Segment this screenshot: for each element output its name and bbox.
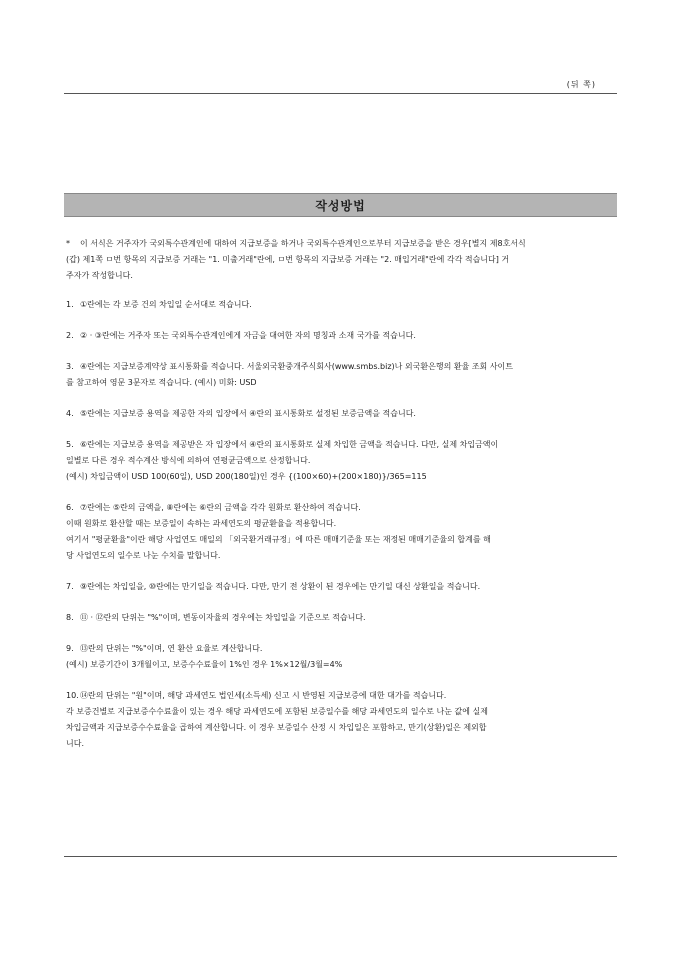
instruction-number: 2. bbox=[66, 331, 74, 340]
instruction-line: 당 사업연도의 일수로 나눈 수치를 말합니다. bbox=[66, 551, 221, 560]
instruction-item bbox=[66, 328, 614, 344]
instruction-number: 9. bbox=[66, 644, 74, 653]
instruction-line: 일별로 다른 경우 적수계산 방식에 의하여 연평균금액으로 산정합니다. bbox=[66, 456, 311, 465]
back-page-label: (뒤 쪽) bbox=[566, 80, 596, 89]
instruction-list bbox=[66, 297, 614, 752]
intro-marker: * bbox=[66, 239, 70, 248]
instruction-number: 8. bbox=[66, 613, 74, 622]
instruction-item bbox=[66, 688, 614, 752]
instruction-number: 5. bbox=[66, 440, 74, 449]
instruction-line: ⑦란에는 ⑤란의 금액을, ⑧란에는 ⑥란의 금액을 각각 원화로 환산하여 적습니다. bbox=[80, 503, 361, 512]
instruction-line: (예시) 차입금액이 USD 100(60일), USD 200(180일)인 경우 {(100×60)+(200×180)}/365=115 bbox=[66, 472, 427, 481]
instruction-number: 7. bbox=[66, 582, 74, 591]
section-heading bbox=[64, 193, 617, 217]
instruction-line: 여기서 "평균환율"이란 해당 사업연도 매일의 「외국환거래규정」에 따른 매매기준율 또는 재정된 매매기준율의 합계를 해 bbox=[66, 535, 491, 544]
instruction-number: 6. bbox=[66, 503, 74, 512]
instruction-number: 4. bbox=[66, 409, 74, 418]
instruction-line: 각 보증건별로 지급보증수수료율이 있는 경우 해당 과세연도에 포함된 보증일수를 해당 과세연도의 일수로 나눈 값에 실제 bbox=[66, 707, 488, 716]
instruction-line: 차입금액과 지급보증수수료율을 곱하여 계산합니다. 이 경우 보증일수 산정 시 차입일은 포함하고, 만기(상환)일은 제외합 bbox=[66, 723, 487, 732]
intro-line: 이 서식은 거주자가 국외특수관계인에 대하여 지급보증을 하거나 국외특수관계인으로부터 지급보증을 받은 경우[별지 제8호서식 bbox=[80, 239, 526, 248]
instruction-line: ④란에는 지급보증계약상 표시통화를 적습니다. 서울외국환중개주식회사(www.smbs.biz)나 외국환은행의 환율 조회 사이트 bbox=[80, 362, 514, 371]
instruction-item bbox=[66, 437, 614, 485]
instruction-item bbox=[66, 579, 614, 595]
instruction-number: 3. bbox=[66, 362, 74, 371]
instruction-item bbox=[66, 610, 614, 626]
instruction-line: ⑭란의 단위는 "원"이며, 해당 과세연도 법인세(소득세) 신고 시 반영된 지급보증에 대한 대가를 적습니다. bbox=[80, 691, 447, 700]
section-heading-text: 작성방법 bbox=[315, 198, 366, 213]
instructions-body bbox=[66, 236, 614, 767]
instruction-line: ①란에는 각 보증 건의 차입일 순서대로 적습니다. bbox=[80, 300, 252, 309]
instruction-number: 10. bbox=[66, 691, 79, 700]
intro-line: (갑) 제1쪽 ㅁ번 항목의 지급보증 거래는 "1. 미출거래"란에, ㅁ번 항목의 지급보증 거래는 "2. 매입거래"란에 각각 적습니다] 거 bbox=[66, 255, 510, 264]
intro-paragraph bbox=[66, 236, 614, 284]
instruction-number: 1. bbox=[66, 300, 74, 309]
instruction-line: ② · ③란에는 거주자 또는 국외특수관계인에게 자금을 대여한 자의 명칭과 소재 국가를 적습니다. bbox=[80, 331, 416, 340]
instruction-item bbox=[66, 406, 614, 422]
instruction-item bbox=[66, 500, 614, 564]
instruction-line: 이때 원화로 환산할 때는 보증일이 속하는 과세연도의 평균환율을 적용합니다. bbox=[66, 519, 337, 528]
instruction-line: ⑬란의 단위는 "%"이며, 연 환산 요율로 계산합니다. bbox=[80, 644, 263, 653]
instruction-line: ⑤란에는 지급보증 용역을 제공한 자의 입장에서 ④란의 표시통화로 설정된 보증금액을 적습니다. bbox=[80, 409, 416, 418]
instruction-item bbox=[66, 297, 614, 313]
instruction-line: 를 참고하여 영문 3문자로 적습니다. (예시) 미화: USD bbox=[66, 378, 257, 387]
instruction-line: ⑪ · ⑫란의 단위는 "%"이며, 변동이자율의 경우에는 차입일을 기준으로 적습니다. bbox=[80, 613, 366, 622]
intro-line: 주자가 작성합니다. bbox=[66, 271, 133, 280]
instruction-item bbox=[66, 641, 614, 673]
bottom-divider bbox=[64, 856, 617, 857]
instruction-line: ⑨란에는 차입일을, ⑩란에는 만기일을 적습니다. 다만, 만기 전 상환이 된 경우에는 만기일 대신 상환일을 적습니다. bbox=[80, 582, 481, 591]
instruction-line: (예시) 보증기간이 3개월이고, 보증수수료율이 1%인 경우 1%×12월/3월=4% bbox=[66, 660, 343, 669]
top-divider bbox=[64, 93, 617, 94]
instruction-line: 니다. bbox=[66, 739, 84, 748]
instruction-line: ⑥란에는 지급보증 용역을 제공받은 자 입장에서 ④란의 표시통화로 실제 차입한 금액을 적습니다. 다만, 실제 차입금액이 bbox=[80, 440, 499, 449]
instruction-item bbox=[66, 359, 614, 391]
